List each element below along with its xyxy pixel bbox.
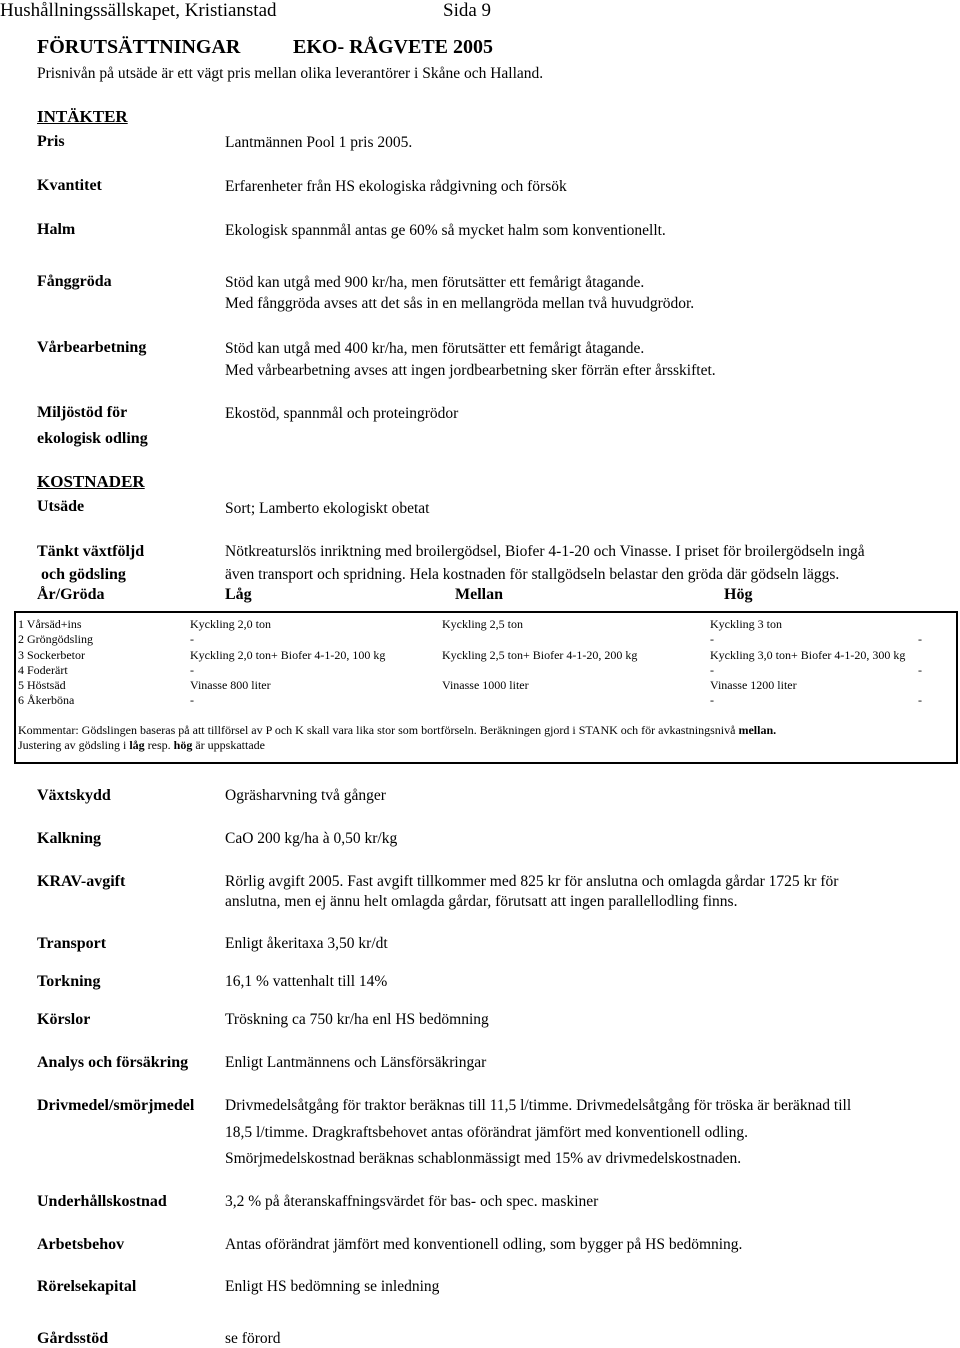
crop-cell: 4 Foderärt: [18, 663, 68, 677]
kalkning-value: CaO 200 kg/ha à 0,50 kr/kg: [225, 830, 398, 847]
low-cell: Kyckling 2,0 ton+ Biofer 4-1-20, 100 kg: [190, 648, 386, 662]
miljostod-label-1: Miljöstöd för: [37, 404, 128, 421]
high-cell: -: [710, 632, 714, 646]
page-number: Sida 9: [443, 0, 492, 21]
crop-cell: 1 Vårsäd+ins: [18, 617, 82, 631]
col-header-mid: Mellan: [455, 586, 503, 603]
comment-text-2: Justering av gödsling i: [18, 738, 130, 752]
vaxtskydd-value: Ogräsharvning två gånger: [225, 787, 386, 804]
crop-cell: 6 Åkerböna: [18, 693, 75, 707]
title-right: EKO- RÅGVETE 2005: [293, 36, 494, 58]
drivmedel-line3: Smörjmedelskostnad beräknas schablonmässigt med 15% av drivmedelskostnaden.: [225, 1150, 742, 1167]
extra-cell: -: [918, 663, 922, 677]
mid-cell: Vinasse 1000 liter: [442, 678, 529, 692]
comment-bold-2: låg: [129, 738, 145, 752]
rorelsekapital-label: Rörelsekapital: [37, 1278, 137, 1295]
halm-label: Halm: [37, 221, 76, 238]
torkning-label: Torkning: [37, 973, 101, 990]
arbetsbehov-value: Antas oförändrat jämfört med konventionell odling, som bygger på HS bedömning.: [225, 1236, 743, 1253]
vaxtfoljd-line1: Nötkreaturslös inriktning med broilergödsel, Biofer 4-1-20 och Vinasse. I priset för broilergödseln ingå: [225, 543, 865, 560]
organization-name: Hushållningssällskapet, Kristianstad: [0, 0, 277, 21]
col-header-low: Låg: [225, 586, 252, 603]
low-cell: -: [190, 693, 194, 707]
high-cell: Kyckling 3,0 ton+ Biofer 4-1-20, 300 kg: [710, 648, 906, 662]
vaxtskydd-label: Växtskydd: [37, 787, 111, 804]
extra-cell: -: [918, 693, 922, 707]
miljostod-value: Ekostöd, spannmål och proteingrödor: [225, 405, 459, 422]
gardsstod-label: Gårdsstöd: [37, 1330, 109, 1347]
analys-label: Analys och försäkring: [37, 1054, 189, 1071]
korslor-label: Körslor: [37, 1011, 91, 1028]
arbetsbehov-label: Arbetsbehov: [37, 1236, 125, 1253]
comment-bold-3: hög: [173, 738, 193, 752]
fanggroda-label: Fånggröda: [37, 273, 112, 290]
pris-label: Pris: [37, 133, 65, 150]
varbearbetning-line2: Med vårbearbetning avses att ingen jordbearbetning sker förrän efter årsskiftet.: [225, 362, 716, 379]
varbearbetning-line1: Stöd kan utgå med 400 kr/ha, men förutsätter ett femårigt åtagande.: [225, 340, 645, 357]
intro-text: Prisnivån på utsäde är ett vägt pris mellan olika leverantörer i Skåne och Halland.: [37, 65, 544, 82]
col-header-crop: År/Gröda: [37, 586, 105, 603]
torkning-value: 16,1 % vattenhalt till 14%: [225, 973, 388, 990]
kalkning-label: Kalkning: [37, 830, 102, 847]
crop-cell: 3 Sockerbetor: [18, 648, 85, 662]
drivmedel-label: Drivmedel/smörjmedel: [37, 1097, 195, 1114]
krav-line1: Rörlig avgift 2005. Fast avgift tillkommer med 825 kr för anslutna och omlagda gårdar 1725 kr för: [225, 873, 839, 890]
col-header-high: Hög: [724, 586, 753, 603]
miljostod-label-2: ekologisk odling: [37, 430, 148, 447]
kostnader-heading: KOSTNADER: [37, 472, 145, 491]
utsade-label: Utsäde: [37, 498, 85, 515]
kvantitet-value: Erfarenheter från HS ekologiska rådgivning och försök: [225, 178, 567, 195]
intakter-heading: INTÄKTER: [37, 107, 128, 126]
comment-bold-1: mellan.: [738, 723, 777, 737]
korslor-value: Tröskning ca 750 kr/ha enl HS bedömning: [225, 1011, 489, 1028]
low-cell: -: [190, 632, 194, 646]
crop-cell: 2 Gröngödsling: [18, 632, 93, 646]
halm-value: Ekologisk spannmål antas ge 60% så mycket halm som konventionellt.: [225, 222, 666, 239]
high-cell: -: [710, 693, 714, 707]
underhall-label: Underhållskostnad: [37, 1193, 167, 1210]
transport-value: Enligt åkeritaxa 3,50 kr/dt: [225, 935, 388, 952]
crop-cell: 5 Höstsäd: [18, 678, 66, 692]
fanggroda-line1: Stöd kan utgå med 900 kr/ha, men förutsätter ett femårigt åtagande.: [225, 274, 645, 291]
vaxtfoljd-label-2: och gödsling: [41, 566, 126, 583]
title-left: FÖRUTSÄTTNINGAR: [37, 36, 241, 58]
low-cell: Kyckling 2,0 ton: [190, 617, 271, 631]
table-comment: [18, 723, 954, 753]
low-cell: -: [190, 663, 194, 677]
vaxtfoljd-line2: även transport och spridning. Hela kostnaden för stallgödseln belastar den gröda där gödseln läggs.: [225, 566, 840, 583]
analys-value: Enligt Lantmännens och Länsförsäkringar: [225, 1054, 487, 1071]
utsade-value: Sort; Lamberto ekologiskt obetat: [225, 500, 430, 517]
varbearbetning-label: Vårbearbetning: [37, 339, 147, 356]
pris-value: Lantmännen Pool 1 pris 2005.: [225, 134, 413, 151]
high-cell: -: [710, 663, 714, 677]
drivmedel-line1: Drivmedelsåtgång för traktor beräknas till 11,5 l/timme. Drivmedelsåtgång för tröska är beräknad till: [225, 1097, 852, 1114]
comment-text-4: är uppskattade: [192, 738, 265, 752]
transport-label: Transport: [37, 935, 107, 952]
low-cell: Vinasse 800 liter: [190, 678, 271, 692]
fanggroda-line2: Med fånggröda avses att det sås in en mellangröda mellan två huvudgrödor.: [225, 295, 695, 312]
comment-text-3: resp.: [144, 738, 174, 752]
vaxtfoljd-label-1: Tänkt växtföljd: [37, 543, 145, 560]
underhall-value: 3,2 % på återanskaffningsvärdet för bas- och spec. maskiner: [225, 1193, 599, 1210]
comment-text-1: Kommentar: Gödslingen baseras på att tillförsel av P och K skall vara lika stor som bortförseln. Beräkningen gjord i STANK och för avkastningsnivå: [18, 723, 739, 737]
extra-cell: -: [918, 632, 922, 646]
high-cell: Vinasse 1200 liter: [710, 678, 797, 692]
mid-cell: Kyckling 2,5 ton+ Biofer 4-1-20, 200 kg: [442, 648, 638, 662]
krav-label: KRAV-avgift: [37, 873, 126, 890]
high-cell: Kyckling 3 ton: [710, 617, 782, 631]
drivmedel-line2: 18,5 l/timme. Dragkraftsbehovet antas oförändrat jämfört med konventionell odling.: [225, 1124, 748, 1141]
kvantitet-label: Kvantitet: [37, 177, 102, 194]
rorelsekapital-value: Enligt HS bedömning se inledning: [225, 1278, 440, 1295]
gardsstod-value: se förord: [225, 1330, 281, 1347]
fertilization-table: [14, 611, 958, 764]
krav-line2: anslutna, men ej ännu helt omlagda gårdar, förutsatt att ingen parallellodling finns.: [225, 893, 738, 910]
mid-cell: Kyckling 2,5 ton: [442, 617, 523, 631]
